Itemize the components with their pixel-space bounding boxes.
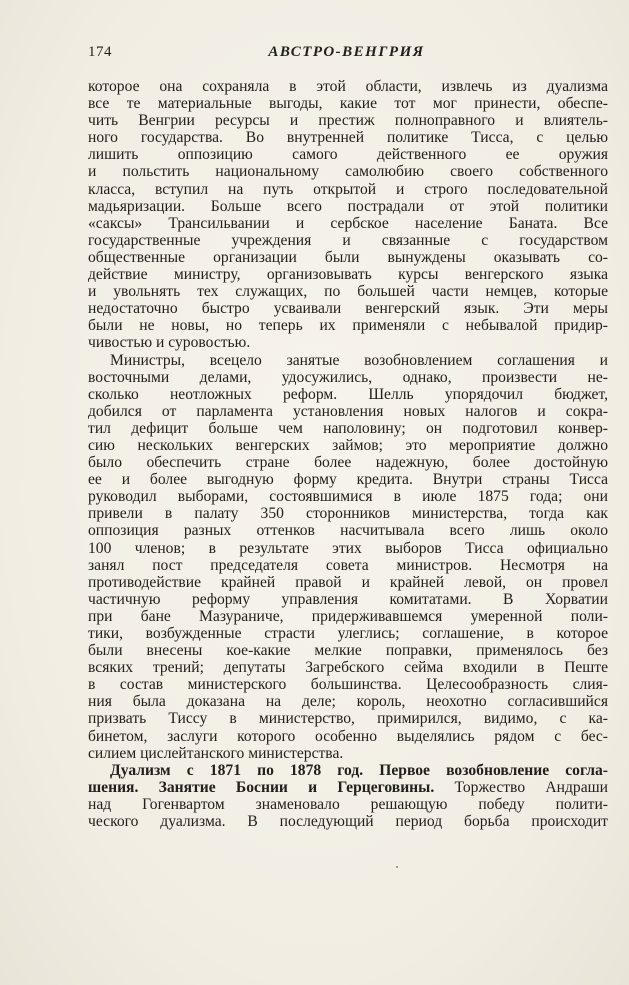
- text-line: чивостью и суровостью.: [88, 334, 251, 352]
- print-speck: [396, 866, 398, 868]
- page-header: [88, 44, 605, 66]
- text-line: недостаточно быстро усваивали венгерский язык. Эти меры: [88, 300, 608, 318]
- text-line: ее и более выгодную форму кредита. Внутри страны Тисса: [88, 471, 608, 489]
- text-line: тил дефицит больше чем наполовину; он подготовил конвер-: [88, 419, 608, 437]
- text-line: оппозиция разных оттенков насчитывала всего лишь около: [88, 522, 608, 540]
- text-line: чить Венгрии ресурсы и престиж полноправного и влиятель-: [88, 112, 608, 130]
- text-line: класса, вступил на путь открытой и строго последовательной: [88, 180, 608, 198]
- text-line: привели в палату 350 сторонников министерства, тогда как: [88, 505, 608, 523]
- text-line: государственные учреждения и связанные с государством: [88, 231, 608, 249]
- text-line: призвать Тиссу в министерство, примирился, видимо, с ка-: [88, 710, 608, 728]
- text-line: которое она сохраняла в этой области, извлечь из дуализма: [88, 78, 608, 95]
- running-head: АВСТРО-ВЕНГРИЯ: [268, 44, 425, 60]
- section-heading: Дуализм с 1871 по 1878 год. Первое возобновление согла-: [110, 761, 608, 779]
- text-line: в состав министерского большинства. Целесообразность слия-: [88, 676, 608, 694]
- text-line: всяких трений; депутаты Загребского сейма входили в Пеште: [88, 659, 608, 677]
- text-line: занял пост председателя совета министров. Несмотря на: [88, 556, 608, 574]
- text-line: «саксы» Трансильвании и сербское население Баната. Все: [88, 214, 608, 232]
- text-line: действие министру, организовывать курсы венгерского языка: [88, 266, 608, 284]
- text-line: при бане Мазураниче, придерживавшемся умеренной поли-: [88, 607, 608, 625]
- text-line: лишить оппозицию самого действенного ее оружия: [88, 146, 608, 164]
- text-line: ного государства. Во внутренней политике Тисса, с целью: [88, 129, 608, 147]
- text-run: Торжество Андраши: [434, 778, 608, 796]
- text-line: противодействие крайней правой и крайней левой, он провел: [88, 573, 608, 591]
- section-heading-tail: шения. Занятие Боснии и Герцеговины.: [88, 778, 435, 796]
- text-line: и увольнять тех служащих, по большей части немцев, которые: [88, 283, 608, 301]
- text-line: сию нескольких венгерских займов; это мероприятие должно: [88, 436, 608, 454]
- text-line: общественные организации были вынуждены оказывать со-: [88, 248, 608, 266]
- text-line: ческого дуализма. В последующий период борьба происходит: [88, 813, 608, 831]
- text-line: мадьяризации. Больше всего пострадали от этой политики: [88, 197, 608, 215]
- text-line: все те материальные выгоды, какие тот мог принести, обеспе-: [88, 95, 608, 113]
- text-line: руководил выборами, состоявшимися в июле 1875 года; они: [88, 488, 608, 506]
- section-heading-continued: [88, 779, 608, 796]
- text-line: бинетом, заслуги которого особенно выделялись рядом с бес-: [88, 727, 608, 745]
- text-line: восточными делами, удосужились, однако, произвести не-: [88, 368, 608, 386]
- text-line: и польстить национальному самолюбию своего собственного: [88, 163, 608, 181]
- text-line: добился от парламента установления новых налогов и сокра-: [88, 402, 608, 420]
- text-line: тики, возбужденные страсти улеглись; соглашение, в которое: [88, 625, 608, 642]
- text-line: 100 членов; в результате этих выборов Тисса официально: [88, 539, 608, 557]
- text-line: ния была доказана на деле; король, неохотно согласившийся: [88, 693, 608, 711]
- text-line: силием цислейтанского министерства.: [88, 744, 344, 762]
- text-line: были внесены кое-какие мелкие поправки, применялось без: [88, 642, 608, 660]
- text-line: сколько неотложных реформ. Шелль упорядочил бюджет,: [88, 385, 608, 403]
- text-line: было обеспечить стране более надежную, более достойную: [88, 454, 608, 472]
- text-line: над Гогенвартом знаменовало решающую победу полити-: [88, 795, 608, 813]
- text-line: были не новы, но теперь их применяли с небывалой придир-: [88, 317, 608, 335]
- page-number: 174: [88, 44, 112, 60]
- paragraph-start: Министры, всецело занятые возобновлением соглашения и: [110, 351, 608, 369]
- body-text: [88, 78, 608, 830]
- text-line: частичную реформу управления комитатами. В Хорватии: [88, 590, 608, 608]
